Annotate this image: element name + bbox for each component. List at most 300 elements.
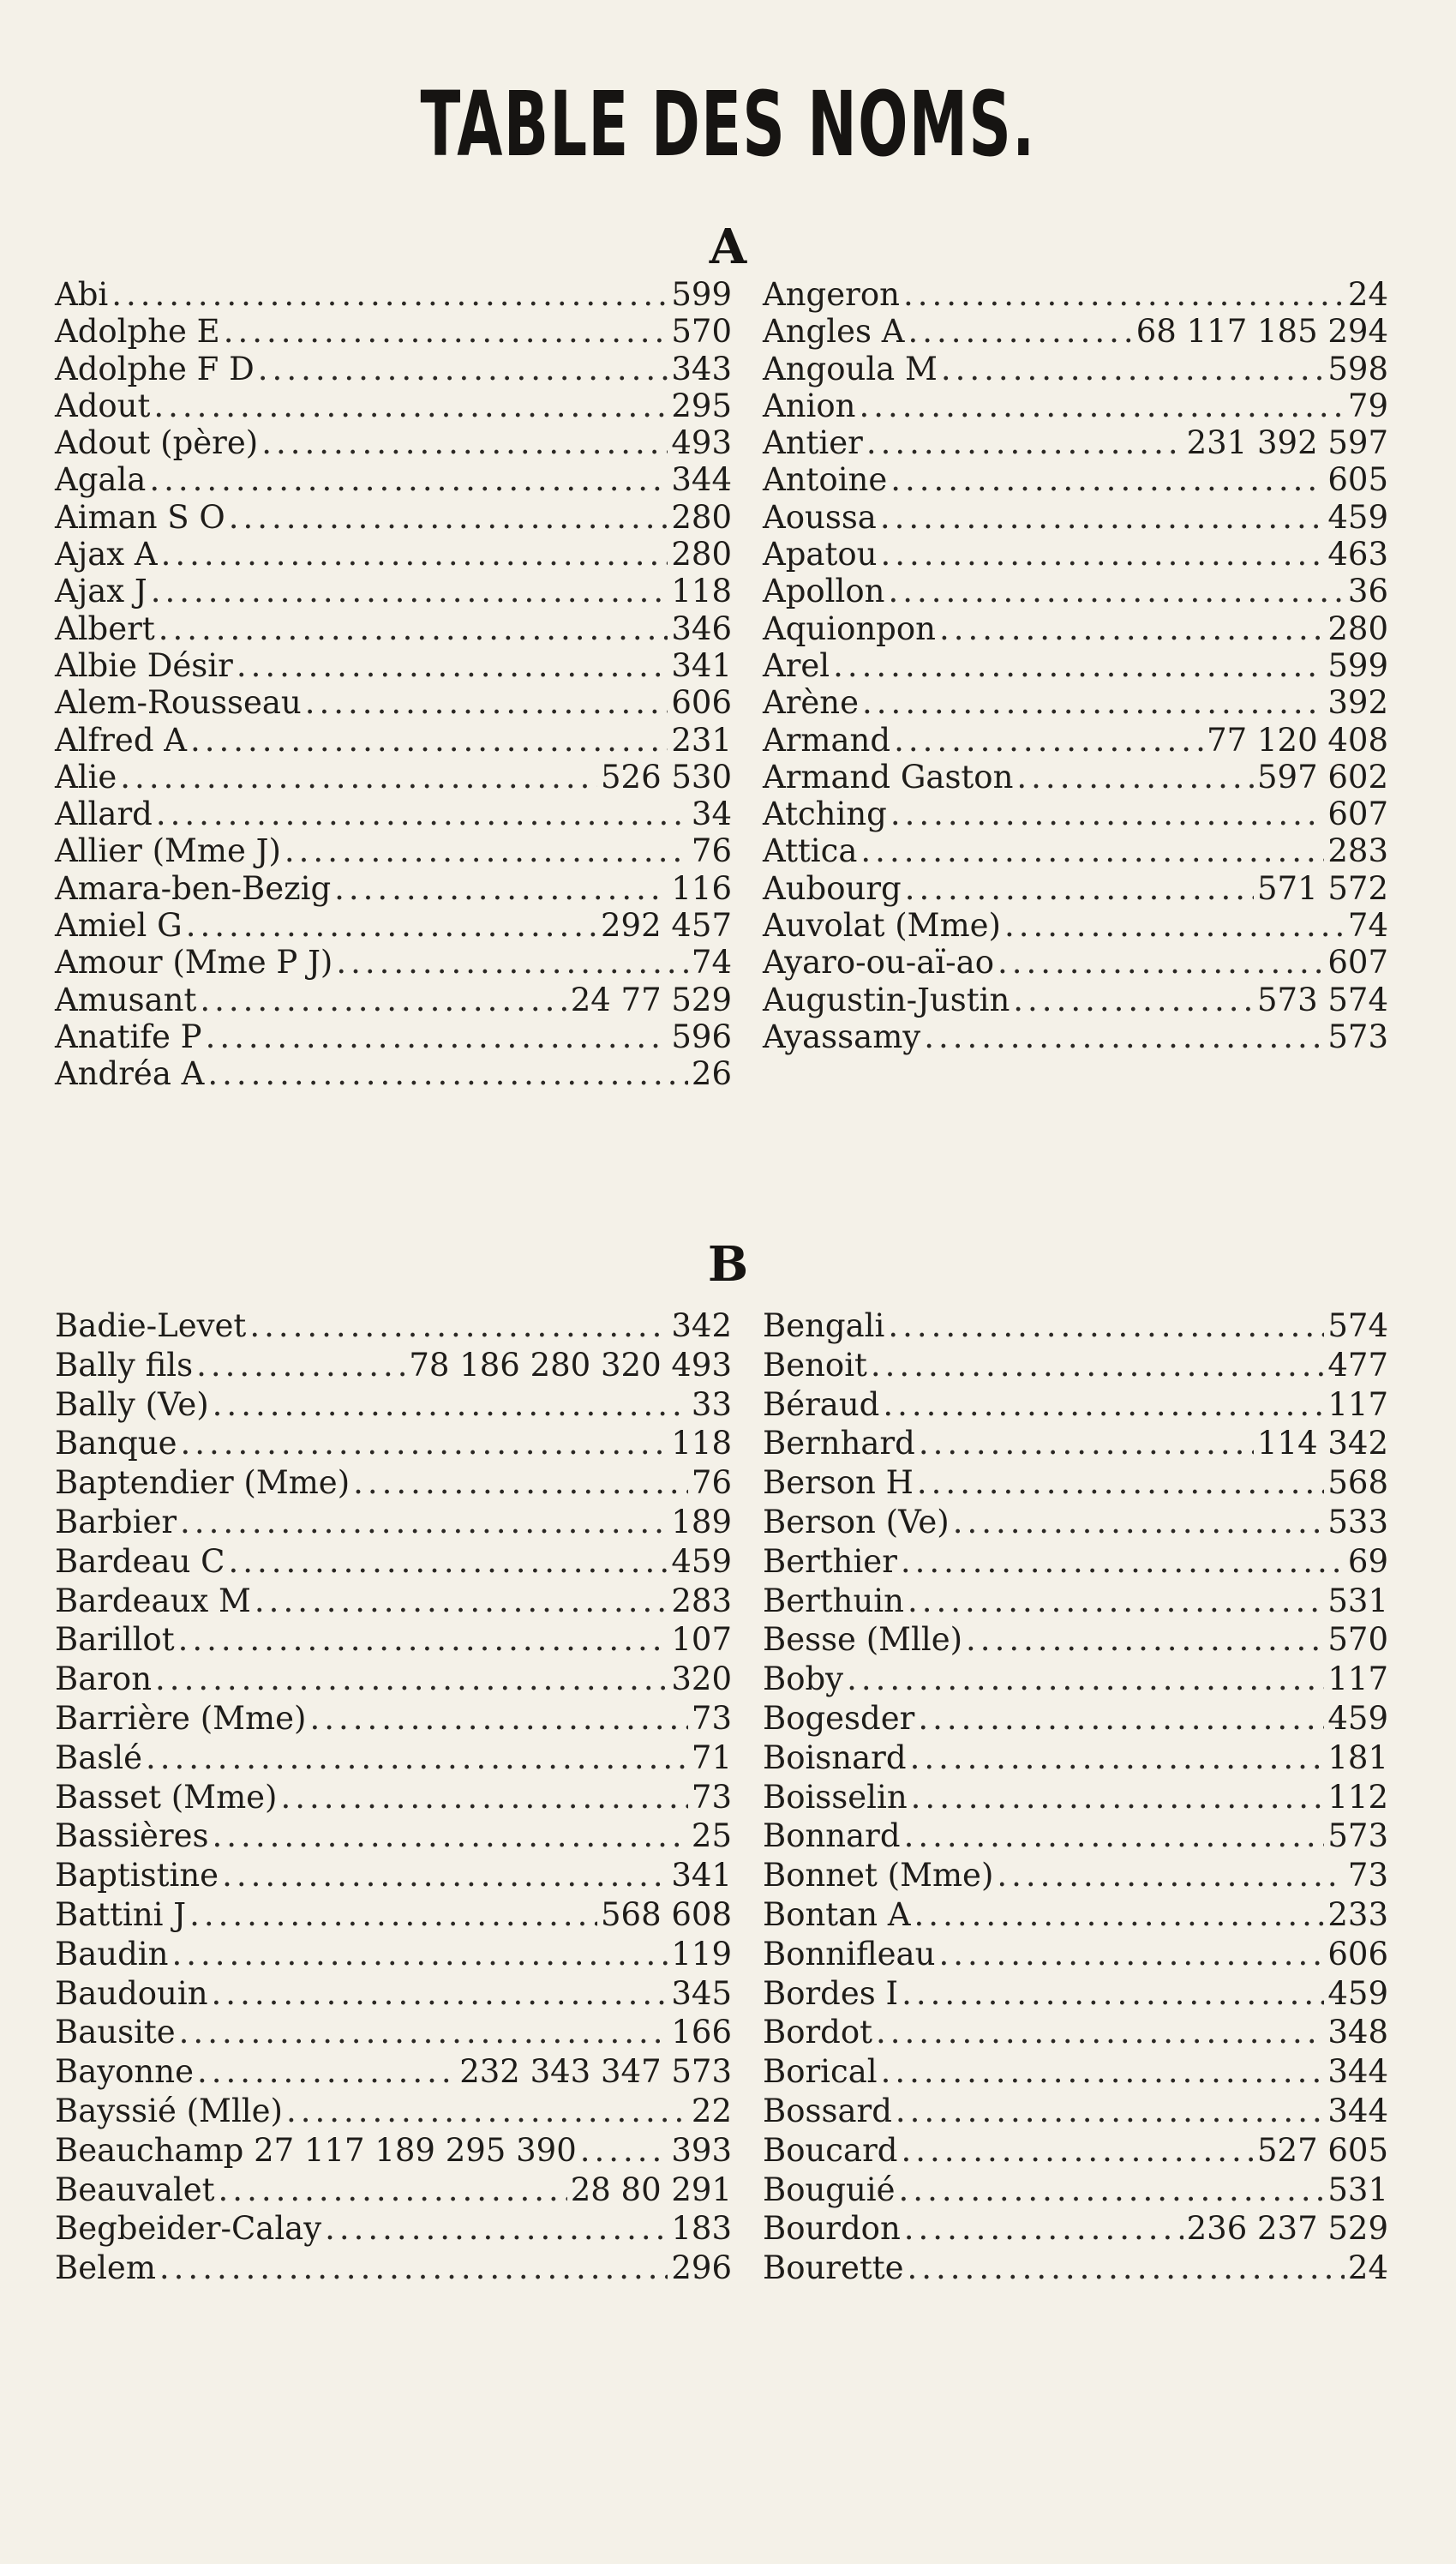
dot-leader (924, 1018, 1324, 1055)
index-entry (763, 2052, 1388, 2092)
entry-name: Baslé (55, 1738, 142, 1776)
dot-leader (904, 1816, 1325, 1855)
index-entry (55, 2131, 732, 2171)
entry-pages: 527 605 (1256, 2131, 1388, 2169)
entry-pages: 597 602 (1256, 758, 1388, 796)
dot-leader (833, 647, 1324, 684)
dot-leader (111, 276, 668, 313)
index-entry (763, 1699, 1388, 1738)
entry-name: Aquionpon (763, 609, 936, 647)
index-entry (55, 461, 732, 498)
entry-pages: 573 (1327, 1018, 1388, 1055)
entry-pages: 73 (1347, 1857, 1388, 1894)
entry-pages: 463 (1327, 536, 1388, 573)
entry-pages: 343 (671, 350, 732, 387)
entry-name: Albie Désir (55, 646, 233, 684)
entry-name: Benoit (763, 1346, 867, 1384)
entry-name: Bausite (55, 2014, 176, 2051)
entry-pages: 283 (1327, 832, 1388, 870)
entry-name: Adolphe E (55, 313, 220, 351)
dot-leader (847, 1660, 1324, 1698)
entry-name: Amusant (55, 981, 197, 1018)
index-entry (55, 1895, 732, 1935)
entry-name: Beauchamp 27 117 189 295 390 (55, 2131, 577, 2169)
dot-leader (181, 1424, 668, 1462)
index-column-a-right (763, 276, 1388, 1055)
dot-leader (902, 1974, 1324, 2013)
dot-leader (334, 870, 668, 907)
entry-pages: 531 (1327, 2171, 1388, 2208)
dot-leader (171, 1935, 668, 1973)
dot-leader (888, 1306, 1324, 1345)
index-entry (55, 2013, 732, 2052)
index-entry (763, 276, 1388, 313)
index-entry (55, 1582, 732, 1621)
index-entry (763, 1856, 1388, 1895)
entry-name: Bogesder (763, 1699, 915, 1737)
index-entry (763, 944, 1388, 981)
entry-name: Agala (55, 461, 147, 499)
dot-leader (910, 1738, 1325, 1777)
dot-leader (219, 2171, 567, 2209)
index-entry (763, 351, 1388, 387)
entry-name: Bonnifleau (763, 1935, 936, 1973)
index-entry (55, 1856, 732, 1895)
dot-leader (905, 870, 1254, 907)
dot-leader (911, 1778, 1325, 1816)
entry-name: Boisnard (763, 1738, 907, 1776)
dot-leader (890, 796, 1325, 832)
index-entry (763, 2249, 1388, 2288)
entry-pages: 344 (671, 461, 732, 499)
dot-leader (281, 1778, 688, 1816)
dot-leader (901, 1542, 1345, 1581)
index-entry (55, 351, 732, 387)
index-entry (763, 647, 1388, 684)
entry-pages: 183 (671, 2210, 732, 2248)
entry-pages: 117 (1327, 1660, 1388, 1698)
dot-leader (866, 424, 1183, 461)
dot-leader (325, 2209, 668, 2248)
dot-leader (178, 1620, 668, 1659)
dot-leader (904, 2209, 1183, 2248)
dot-leader (222, 1856, 668, 1894)
entry-name: Badie-Levet (55, 1307, 247, 1344)
entry-name: Begbeider-Calay (55, 2210, 322, 2248)
entry-name: Bordot (763, 2014, 872, 2051)
index-entry (763, 536, 1388, 573)
dot-leader (871, 1346, 1324, 1384)
entry-pages: 292 457 (600, 907, 732, 945)
index-entry (763, 1738, 1388, 1778)
index-entry (763, 1424, 1388, 1463)
entry-pages: 283 (671, 1582, 732, 1619)
index-entry (55, 1816, 732, 1856)
entry-name: Banque (55, 1425, 177, 1462)
dot-leader (903, 276, 1345, 313)
dot-leader (161, 536, 668, 573)
index-entry (55, 313, 732, 350)
entry-name: Ajax A (55, 536, 158, 573)
entry-name: Arel (763, 646, 830, 684)
index-entry (763, 2092, 1388, 2131)
entry-pages: 280 (671, 536, 732, 573)
entry-pages: 181 (1327, 1738, 1388, 1776)
dot-leader (213, 1385, 688, 1424)
entry-pages: 596 (671, 1018, 732, 1055)
dot-leader (896, 2092, 1325, 2130)
dot-leader (159, 2249, 668, 2287)
index-entry (55, 944, 732, 981)
index-entry (763, 424, 1388, 461)
entry-pages: 607 (1327, 944, 1388, 982)
entry-name: Berson H (763, 1464, 914, 1502)
entry-pages: 568 (1327, 1464, 1388, 1502)
entry-name: Bordes I (763, 1974, 899, 2012)
entry-pages: 107 (671, 1621, 732, 1659)
entry-name: Bossard (763, 2092, 892, 2129)
dot-leader (353, 1463, 688, 1502)
index-entry (763, 759, 1388, 796)
entry-pages: 392 (1327, 684, 1388, 722)
dot-leader (908, 2249, 1345, 2287)
dot-leader (908, 1582, 1324, 1620)
dot-leader (919, 1424, 1254, 1462)
section-letter-a: A (709, 219, 747, 275)
entry-pages: 320 (671, 1660, 732, 1698)
entry-pages: 76 (691, 832, 732, 870)
entry-name: Bonnet (Mme) (763, 1857, 994, 1894)
entry-pages: 73 (691, 1778, 732, 1816)
index-entry (55, 1463, 732, 1503)
entry-pages: 348 (1327, 2014, 1388, 2051)
dot-leader (224, 313, 668, 350)
entry-name: Bourette (763, 2249, 904, 2287)
entry-pages: 606 (1327, 1935, 1388, 1973)
entry-pages: 116 (671, 869, 732, 907)
dot-leader (336, 944, 688, 981)
entry-pages: 280 (671, 498, 732, 536)
dot-leader (997, 1856, 1345, 1894)
dot-leader (1013, 982, 1254, 1018)
entry-name: Battini J (55, 1895, 187, 1933)
dot-leader (228, 1542, 668, 1581)
index-entry (55, 499, 732, 536)
dot-leader (918, 1699, 1324, 1738)
index-entry (55, 1306, 732, 1346)
dot-leader (305, 684, 668, 721)
dot-leader (179, 2013, 668, 2051)
entry-name: Berthuin (763, 1582, 904, 1619)
dot-leader (888, 573, 1344, 609)
dot-leader (186, 907, 597, 944)
entry-pages: 296 (671, 2249, 732, 2287)
dot-leader (212, 1974, 668, 2013)
index-entry (763, 1018, 1388, 1055)
index-entry (55, 796, 732, 832)
entry-pages: 68 117 185 294 (1135, 313, 1388, 351)
index-entry (55, 1503, 732, 1542)
entry-pages: 599 (1327, 646, 1388, 684)
index-entry (763, 1935, 1388, 1974)
entry-pages: 570 (1327, 1621, 1388, 1659)
index-column-a-left (55, 276, 732, 1093)
entry-name: Andréa A (55, 1055, 205, 1093)
entry-name: Bally fils (55, 1346, 194, 1384)
entry-name: Allier (Mme J) (55, 832, 281, 870)
index-entry (55, 1385, 732, 1425)
dot-leader (894, 722, 1203, 759)
dot-leader (860, 387, 1345, 424)
index-entry (763, 1778, 1388, 1817)
index-entry (55, 684, 732, 721)
dot-leader (155, 1660, 668, 1698)
dot-leader (880, 536, 1324, 573)
dot-leader (180, 1503, 668, 1541)
entry-name: Angeron (763, 276, 900, 313)
entry-pages: 117 (1327, 1385, 1388, 1423)
index-entry (763, 1542, 1388, 1582)
index-entry (763, 684, 1388, 721)
entry-pages: 77 120 408 (1207, 721, 1388, 759)
entry-name: Armand Gaston (763, 758, 1014, 796)
dot-leader (890, 461, 1324, 498)
entry-name: Arène (763, 684, 860, 722)
entry-pages: 574 (1327, 1307, 1388, 1344)
entry-name: Boby (763, 1660, 844, 1698)
entry-pages: 28 80 291 (570, 2171, 732, 2208)
entry-name: Baudouin (55, 1974, 208, 2012)
entry-pages: 114 342 (1256, 1425, 1388, 1462)
dot-leader (899, 2171, 1325, 2209)
entry-pages: 570 (671, 313, 732, 351)
dot-leader (189, 1895, 597, 1934)
entry-pages: 346 (671, 609, 732, 647)
entry-name: Bardeaux M (55, 1582, 251, 1619)
index-entry (763, 1816, 1388, 1856)
dot-leader (120, 759, 597, 796)
entry-pages: 24 (1347, 2249, 1388, 2287)
dot-leader (237, 647, 668, 684)
index-entry (763, 573, 1388, 609)
entry-name: Beauvalet (55, 2171, 215, 2208)
index-entry (55, 2052, 732, 2092)
entry-pages: 231 392 597 (1186, 424, 1388, 462)
entry-name: Béraud (763, 1385, 880, 1423)
entry-name: Allard (55, 796, 153, 833)
entry-name: Baptendier (Mme) (55, 1464, 351, 1502)
entry-name: Berthier (763, 1542, 897, 1580)
dot-leader (998, 944, 1324, 981)
index-entry (763, 1895, 1388, 1935)
entry-pages: 344 (1327, 2053, 1388, 2091)
entry-pages: 78 186 280 320 493 (409, 1346, 732, 1384)
entry-name: Borical (763, 2053, 878, 2091)
index-entry (55, 832, 732, 869)
index-entry (55, 276, 732, 313)
entry-name: Alie (55, 758, 117, 796)
index-entry (763, 907, 1388, 944)
entry-name: Belem (55, 2249, 156, 2287)
entry-name: Baron (55, 1660, 153, 1698)
dot-leader (197, 2052, 456, 2091)
entry-pages: 36 (1347, 573, 1388, 610)
entry-name: Adout (père) (55, 424, 259, 462)
dot-leader (580, 2131, 668, 2170)
entry-name: Apollon (763, 573, 885, 610)
entry-name: Amara-ben-Bezig (55, 869, 332, 907)
entry-name: Aoussa (763, 498, 877, 536)
entry-pages: 493 (671, 424, 732, 462)
index-entry (55, 2092, 732, 2131)
entry-name: Bally (Ve) (55, 1385, 209, 1423)
entry-name: Anion (763, 387, 856, 424)
entry-name: Augustin-Justin (763, 981, 1010, 1018)
entry-pages: 607 (1327, 796, 1388, 833)
entry-name: Bernhard (763, 1425, 915, 1462)
entry-pages: 393 (671, 2131, 732, 2169)
entry-pages: 606 (671, 684, 732, 722)
entry-pages: 341 (671, 1857, 732, 1894)
entry-name: Alfred A (55, 721, 187, 759)
index-entry (55, 1974, 732, 2014)
entry-pages: 459 (671, 1542, 732, 1580)
entry-pages: 280 (1327, 609, 1388, 647)
index-entry (55, 759, 732, 796)
entry-pages: 531 (1327, 1582, 1388, 1619)
dot-leader (1016, 759, 1254, 796)
entry-name: Anatife P (55, 1018, 202, 1055)
entry-pages: 459 (1327, 1974, 1388, 2012)
index-entry (763, 499, 1388, 536)
entry-name: Apatou (763, 536, 878, 573)
entry-pages: 74 (691, 944, 732, 982)
index-entry (55, 387, 732, 424)
section-letter-b: B (707, 1236, 749, 1293)
entry-name: Boucard (763, 2131, 898, 2169)
index-entry (55, 1935, 732, 1974)
dot-leader (249, 1306, 668, 1345)
entry-name: Antier (763, 424, 863, 462)
index-entry (763, 1306, 1388, 1346)
dot-leader (258, 351, 668, 387)
entry-name: Armand (763, 721, 891, 759)
index-column-b-left (55, 1306, 732, 2288)
index-entry (763, 1620, 1388, 1660)
index-entry (55, 1346, 732, 1385)
index-entry (55, 610, 732, 647)
dot-leader (881, 2052, 1325, 2091)
entry-name: Besse (Mlle) (763, 1621, 963, 1659)
dot-leader (285, 832, 688, 869)
index-entry (55, 2249, 732, 2288)
entry-pages: 233 (1327, 1895, 1388, 1933)
dot-leader (883, 1385, 1324, 1424)
entry-name: Angoula M (763, 350, 938, 387)
dot-leader (196, 1346, 405, 1384)
index-entry (763, 461, 1388, 498)
dot-leader (149, 461, 668, 498)
index-entry (763, 2171, 1388, 2210)
entry-name: Amiel G (55, 907, 183, 945)
entry-name: Amour (Mme P J) (55, 944, 333, 982)
entry-pages: 231 (671, 721, 732, 759)
entry-pages: 345 (671, 1974, 732, 2012)
index-entry (763, 832, 1388, 869)
index-entry (763, 1503, 1388, 1542)
entry-pages: 33 (691, 1385, 732, 1423)
index-entry (55, 870, 732, 907)
entry-name: Boisselin (763, 1778, 908, 1816)
dot-leader (207, 1055, 688, 1092)
index-entry (55, 1738, 732, 1778)
index-entry (55, 1699, 732, 1738)
entry-name: Alem-Rousseau (55, 684, 302, 722)
entry-pages: 573 (1327, 1817, 1388, 1855)
entry-pages: 344 (1327, 2092, 1388, 2129)
entry-name: Bassières (55, 1817, 209, 1855)
entry-pages: 79 (1347, 387, 1388, 424)
entry-pages: 526 530 (600, 758, 732, 796)
entry-pages: 605 (1327, 461, 1388, 499)
entry-pages: 341 (671, 646, 732, 684)
entry-pages: 571 572 (1256, 869, 1388, 907)
index-entry (55, 2209, 732, 2249)
entry-pages: 34 (691, 796, 732, 833)
dot-leader (876, 2013, 1324, 2051)
entry-pages: 599 (671, 276, 732, 313)
entry-pages: 26 (691, 1055, 732, 1093)
entry-pages: 568 608 (600, 1895, 732, 1933)
dot-leader (880, 499, 1325, 536)
entry-name: Bontan A (763, 1895, 911, 1933)
dot-leader (156, 796, 688, 832)
entry-name: Bonnard (763, 1817, 901, 1855)
index-entry (55, 573, 732, 609)
entry-pages: 232 343 347 573 (459, 2053, 732, 2091)
index-entry (55, 722, 732, 759)
entry-name: Barbier (55, 1503, 177, 1540)
dot-leader (229, 499, 668, 536)
entry-pages: 573 574 (1256, 981, 1388, 1018)
dot-leader (938, 1935, 1324, 1973)
entry-name: Bayonne (55, 2053, 194, 2091)
entry-pages: 73 (691, 1699, 732, 1737)
index-entry (55, 647, 732, 684)
dot-leader (1004, 907, 1345, 944)
index-entry (763, 1582, 1388, 1621)
index-entry (763, 796, 1388, 832)
entry-name: Bardeau C (55, 1542, 225, 1580)
entry-pages: 166 (671, 2014, 732, 2051)
index-entry (763, 1660, 1388, 1699)
dot-leader (190, 722, 668, 759)
entry-name: Adolphe F D (55, 350, 255, 387)
dot-leader (941, 351, 1324, 387)
entry-name: Adout (55, 387, 151, 424)
entry-pages: 459 (1327, 498, 1388, 536)
entry-name: Bouguié (763, 2171, 896, 2208)
index-entry (763, 2209, 1388, 2249)
dot-leader (159, 610, 668, 647)
entry-name: Barillot (55, 1621, 175, 1659)
index-entry (763, 1974, 1388, 2014)
entry-pages: 295 (671, 387, 732, 424)
entry-pages: 25 (691, 1817, 732, 1855)
index-entry (55, 1055, 732, 1092)
dot-leader (255, 1582, 668, 1620)
entry-pages: 71 (691, 1738, 732, 1776)
